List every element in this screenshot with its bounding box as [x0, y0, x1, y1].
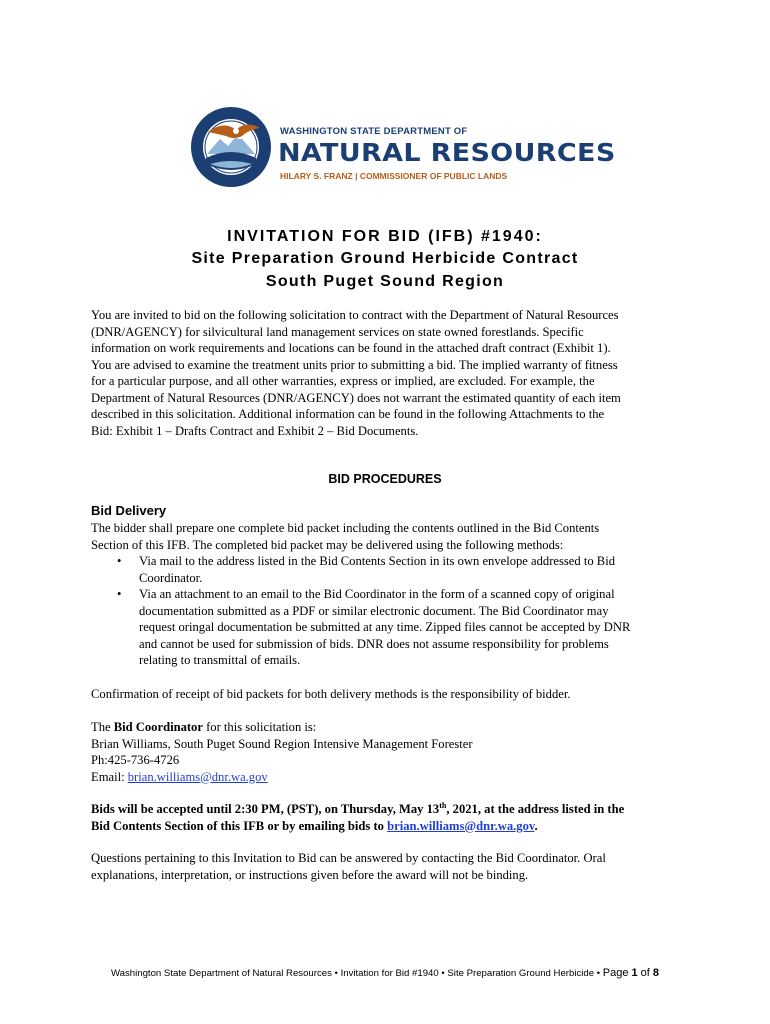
list-item — [117, 553, 691, 586]
coordinator-prefix: The — [91, 720, 114, 734]
dnr-seal-icon — [190, 106, 272, 188]
title-line-2: Site Preparation Ground Herbicide Contract — [191, 250, 579, 267]
bullet-line: Via an attachment to an email to the Bid Coordinator in the form of a scanned copy of original — [139, 587, 615, 601]
questions-paragraph — [91, 850, 691, 883]
deadline-email-link[interactable]: brian.williams@dnr.wa.gov — [387, 818, 535, 833]
bid-coordinator-block — [91, 719, 691, 785]
deadline-end: . — [534, 818, 538, 833]
coordinator-email-link[interactable]: brian.williams@dnr.wa.gov — [127, 769, 268, 784]
logo-line-1: WASHINGTON STATE DEPARTMENT OF — [280, 126, 468, 137]
dnr-logo — [190, 106, 616, 192]
logo-line-2: NATURAL RESOURCES — [278, 138, 616, 167]
title-line-1: INVITATION FOR BID (IFB) #1940: — [227, 228, 543, 245]
coordinator-suffix: for this solicitation is: — [202, 720, 317, 734]
coordinator-email-line — [91, 769, 691, 786]
questions-line: explanations, interpretation, or instructions given before the award will not be binding. — [91, 867, 529, 882]
intro-line: You are advised to examine the treatment units prior to submitting a bid. The implied warranty of fitness — [91, 357, 618, 372]
deadline-text: Bids will be accepted until 2:30 PM, (PST), on Thursday, May 13 — [91, 802, 440, 816]
bullet-line: Coordinator. — [139, 570, 203, 585]
bid-delivery-heading: Bid Delivery — [91, 503, 167, 518]
intro-line: information on work requirements and locations can be found in the attached draft contract (Exhibit 1). — [91, 341, 611, 355]
intro-line: for a particular purpose, and all other warranties, express or implied, are excluded. For example, the — [91, 374, 595, 388]
page-label: Page — [602, 967, 632, 979]
logo-line-3: HILARY S. FRANZ | COMMISSIONER OF PUBLIC LANDS — [280, 171, 508, 181]
deadline-text: Bid Contents Section of this IFB or by emailing bids to — [91, 818, 388, 833]
list-item — [117, 586, 691, 669]
coordinator-phone: Ph:425-736-4726 — [91, 753, 180, 767]
deadline-line-1 — [91, 801, 691, 818]
bullet-line: documentation submitted as a PDF or similar electronic document. The Bid Coordinator may — [139, 603, 609, 618]
bid-delivery-section — [91, 520, 691, 669]
intro-line: Bid: Exhibit 1 – Drafts Contract and Exhibit 2 – Bid Documents. — [91, 423, 419, 438]
bullet-line: request oringal documentation be submitted at any time. Zipped files cannot be accepted by DNR — [139, 620, 631, 634]
coordinator-name: Brian Williams, South Puget Sound Region Intensive Management Forester — [91, 736, 473, 751]
confirmation-text: Confirmation of receipt of bid packets for both delivery methods is the responsibility of bidder. — [91, 687, 571, 701]
coordinator-label: Bid Coordinator — [113, 720, 203, 734]
page-footer — [0, 967, 770, 979]
title-line-3: South Puget Sound Region — [265, 273, 505, 290]
bullet-line: Via mail to the address listed in the Bid Contents Section in its own envelope addressed to Bid — [139, 554, 615, 568]
deadline-line-2 — [91, 818, 691, 835]
bid-procedures-heading: BID PROCEDURES — [328, 472, 442, 486]
delivery-line: Section of this IFB. The completed bid packet may be delivered using the following methods: — [91, 537, 564, 552]
bid-deadline — [91, 801, 691, 834]
bullet-line: relating to transmittal of emails. — [139, 653, 301, 667]
intro-line: You are invited to bid on the following solicitation to contract with the Department of Natural Resources — [91, 308, 619, 322]
intro-line: Department of Natural Resources (DNR/AGENCY) does not warrant the estimated quantity of each item — [91, 390, 621, 405]
questions-line: Questions pertaining to this Invitation to Bid can be answered by contacting the Bid Coordinator. Oral — [91, 851, 606, 865]
deadline-text: , 2021, at the address listed in the — [446, 802, 625, 816]
deadline-sup: th — [439, 800, 447, 810]
page-number: 1 — [631, 967, 638, 979]
delivery-line: The bidder shall prepare one complete bid packet including the contents outlined in the Bid Contents — [91, 521, 600, 535]
bullet-line: and cannot be used for submission of bids. DNR does not assume responsibility for problems — [139, 636, 609, 651]
intro-line: (DNR/AGENCY) for silvicultural land management services on state owned forestlands. Specific — [91, 324, 584, 339]
delivery-methods-list — [91, 553, 691, 669]
bullet-icon: • — [117, 587, 122, 601]
of-label: of — [637, 967, 653, 979]
intro-paragraph — [91, 307, 691, 439]
footer-text: Washington State Department of Natural Resources • Invitation for Bid #1940 • Site Preparation Ground Herbicide • — [110, 968, 603, 979]
intro-line: described in this solicitation. Additional information can be found in the following Attachments to the — [91, 407, 605, 421]
email-label: Email: — [91, 769, 128, 784]
coordinator-intro — [91, 719, 691, 736]
bullet-icon: • — [117, 554, 122, 568]
page-total: 8 — [652, 967, 660, 979]
